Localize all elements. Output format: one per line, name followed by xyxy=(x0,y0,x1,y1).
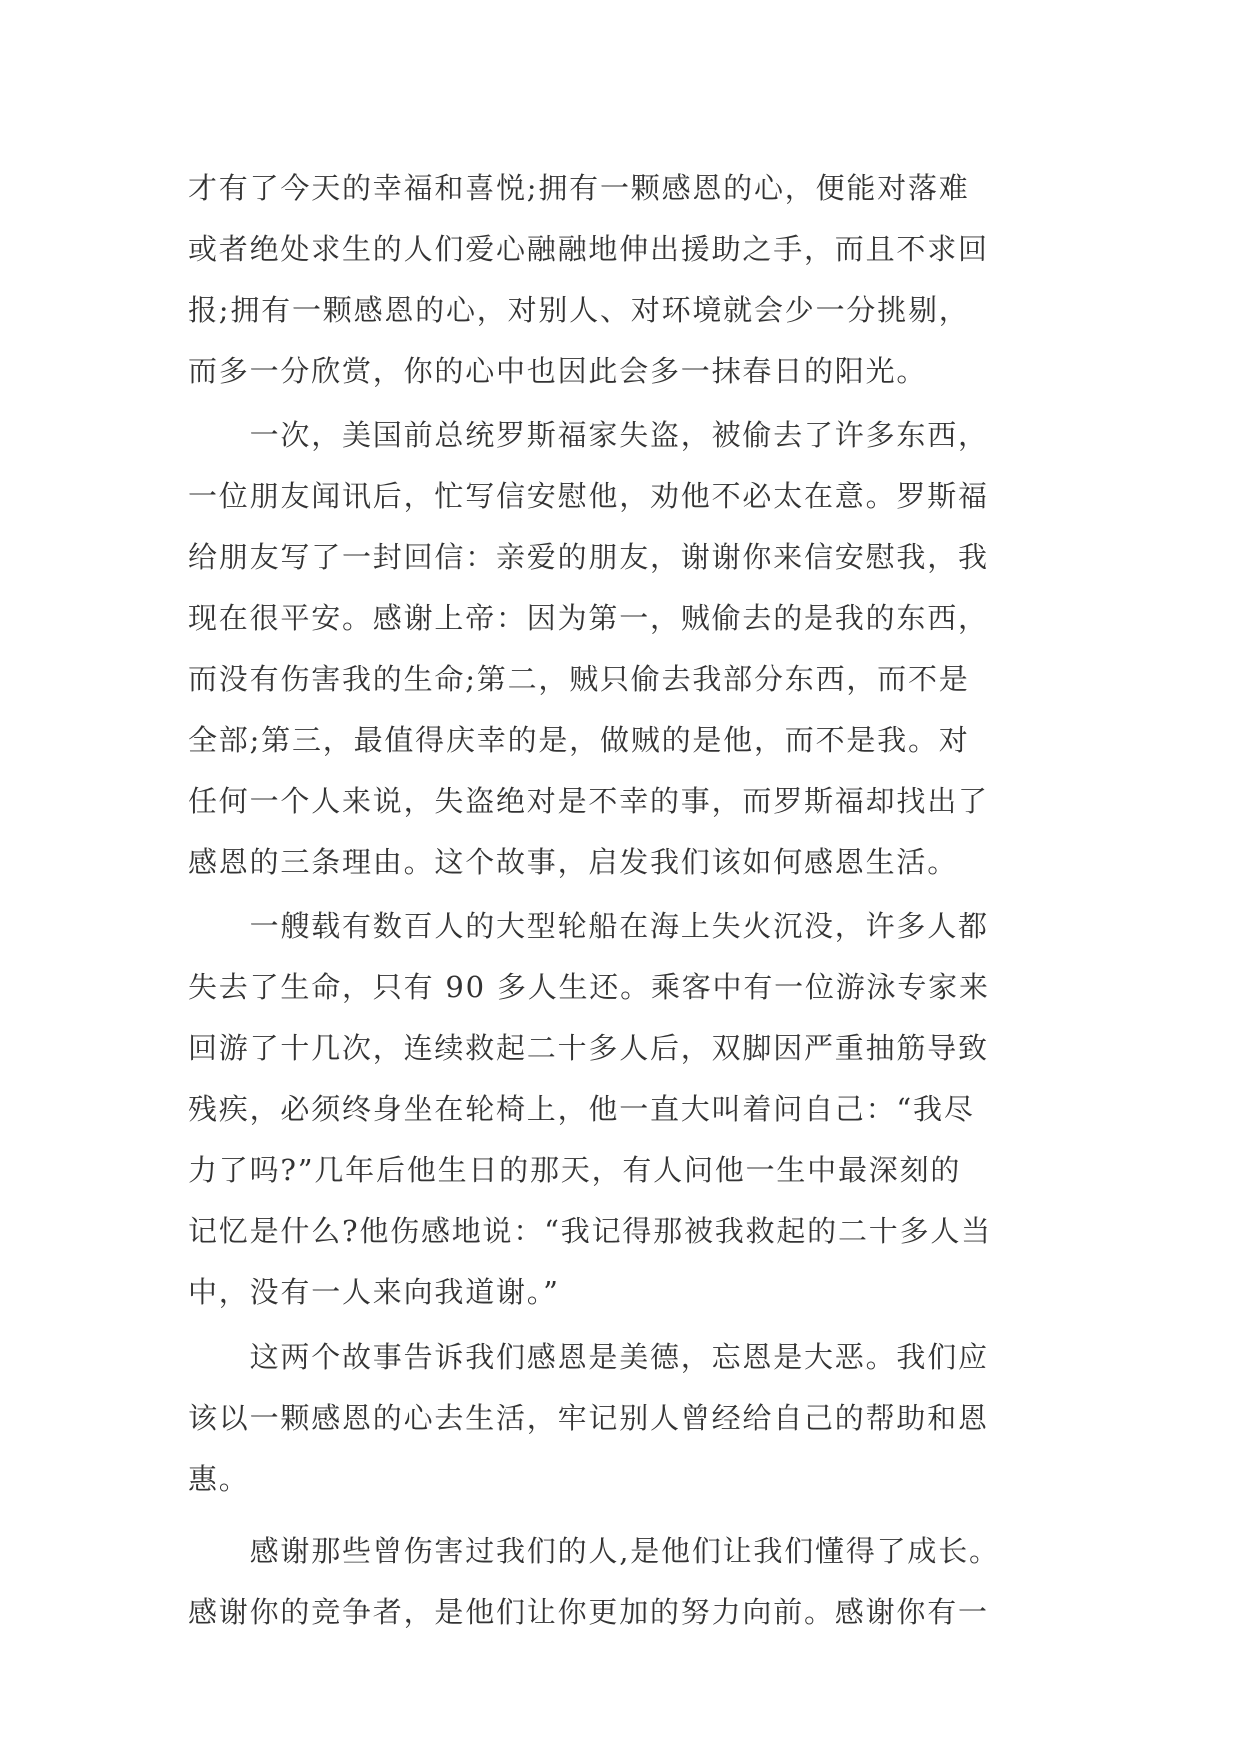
paragraph-5 xyxy=(188,1521,1068,1643)
body-text xyxy=(188,158,1068,1643)
text-line: 任何一个人来说，失盗绝对是不幸的事，而罗斯福却找出了 xyxy=(188,784,989,818)
text-line: 回游了十几次，连续救起二十多人后，双脚因严重抽筋导致 xyxy=(188,1031,989,1065)
text-line: 给朋友写了一封回信：亲爱的朋友，谢谢你来信安慰我，我 xyxy=(188,540,989,574)
text-line: 现在很平安。感谢上帝：因为第一，贼偷去的是我的东西， xyxy=(188,601,989,635)
text-line: 记忆是什么?他伤感地说：“我记得那被我救起的二十多人当 xyxy=(188,1214,992,1248)
text-line: 感恩的三条理由。这个故事，启发我们该如何感恩生活。 xyxy=(188,845,959,879)
text-line: 失去了生命，只有 90 多人生还。乘客中有一位游泳专家来 xyxy=(188,970,990,1004)
text-line: 全部;第三，最值得庆幸的是，做贼的是他，而不是我。对 xyxy=(188,723,970,757)
paragraph-2 xyxy=(188,405,1068,893)
text-line: 或者绝处求生的人们爱心融融地伸出援助之手，而且不求回 xyxy=(188,232,989,266)
text-line: 一位朋友闻讯后，忙写信安慰他，劝他不必太在意。罗斯福 xyxy=(188,479,989,513)
text-line: 中，没有一人来向我道谢。” xyxy=(188,1275,560,1309)
text-line: 才有了今天的幸福和喜悦;拥有一颗感恩的心，便能对落难 xyxy=(188,171,970,205)
text-line: 残疾，必须终身坐在轮椅上，他一直大叫着问自己：“我尽 xyxy=(188,1092,975,1126)
text-line: 感谢你的竞争者，是他们让你更加的努力向前。感谢你有一 xyxy=(188,1595,989,1629)
text-line: 而没有伤害我的生命;第二，贼只偷去我部分东西，而不是 xyxy=(188,662,970,696)
text-line: 力了吗?”几年后他生日的那天，有人问他一生中最深刻的 xyxy=(188,1153,962,1187)
text-line: 该以一颗感恩的心去生活，牢记别人曾经给自己的帮助和恩 xyxy=(188,1401,989,1435)
paragraph-4 xyxy=(188,1327,1068,1510)
paragraph-3 xyxy=(188,896,1068,1323)
text-line: 惠。 xyxy=(188,1462,250,1496)
text-line: 而多一分欣赏，你的心中也因此会多一抹春日的阳光。 xyxy=(188,354,928,388)
text-line: 报;拥有一颗感恩的心，对别人、对环境就会少一分挑剔， xyxy=(188,293,970,327)
text-line: 一次，美国前总统罗斯福家失盗，被偷去了许多东西， xyxy=(188,418,989,452)
text-line: 一艘载有数百人的大型轮船在海上失火沉没，许多人都 xyxy=(188,909,989,943)
text-line: 感谢那些曾伤害过我们的人,是他们让我们懂得了成长。 xyxy=(188,1534,1000,1568)
text-line: 这两个故事告诉我们感恩是美德，忘恩是大恶。我们应 xyxy=(188,1340,989,1374)
paragraph-1 xyxy=(188,158,1068,402)
